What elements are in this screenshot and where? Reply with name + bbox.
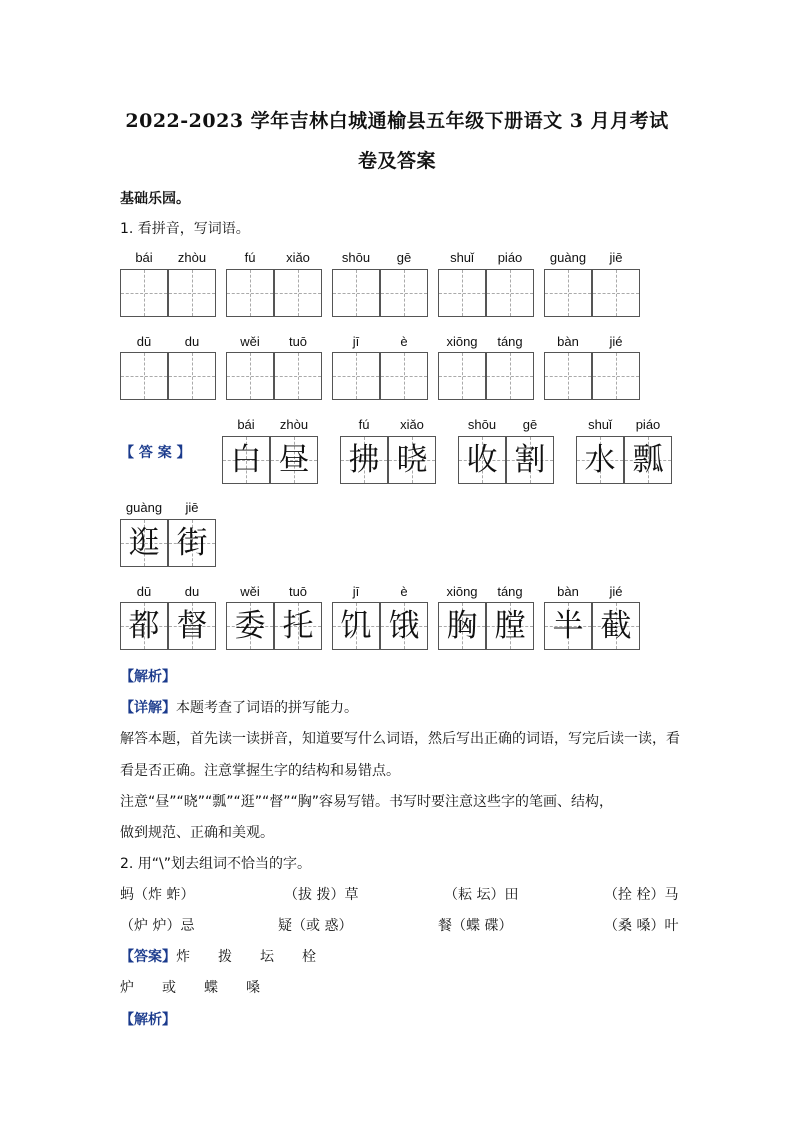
blank-cell[interactable] xyxy=(592,269,640,317)
pinyin-label: guàng xyxy=(125,500,163,515)
answer-character: 截 xyxy=(600,608,632,644)
pinyin-label: gē xyxy=(396,250,412,265)
pinyin-label: bàn xyxy=(557,334,579,349)
blank-cell[interactable] xyxy=(332,269,380,317)
q2-item: （桑 嗓）叶 xyxy=(604,918,679,934)
detail-text: 本题考查了词语的拼写能力。 xyxy=(176,700,358,716)
answer-cell xyxy=(226,602,274,650)
pinyin-label: jī xyxy=(352,334,360,349)
explanation-line: 做到规范、正确和美观。 xyxy=(120,825,274,841)
answer-character: 白 xyxy=(230,442,262,478)
analysis-label: 【解析】 xyxy=(120,669,176,685)
answer-cell xyxy=(458,436,506,484)
answer-cell xyxy=(388,436,436,484)
answer-character: 晓 xyxy=(396,442,428,478)
answer-cell xyxy=(340,436,388,484)
blank-cell[interactable] xyxy=(168,352,216,400)
page-title-line2: 卷及答案 xyxy=(357,150,436,172)
answer-cell xyxy=(486,602,534,650)
answer-character: 膛 xyxy=(494,608,526,644)
pinyin-label: fú xyxy=(358,417,370,432)
answer-character: 托 xyxy=(282,608,314,644)
blank-cell[interactable] xyxy=(380,352,428,400)
answer-character: 逛 xyxy=(128,525,160,561)
pinyin-label: jié xyxy=(609,334,623,349)
answer-character: 胸 xyxy=(446,608,478,644)
blank-cell[interactable] xyxy=(486,269,534,317)
question-2-prompt: 2. 用“\”划去组词不恰当的字。 xyxy=(120,856,312,872)
q2-item: （耘 坛）田 xyxy=(444,887,519,903)
pinyin-label: wěi xyxy=(240,334,260,349)
q2-item: 蚂（炸 蚱） xyxy=(120,887,195,903)
q2-answer: 拨 xyxy=(218,949,232,965)
pinyin-label: xiōng xyxy=(446,584,478,599)
pinyin-label: tuō xyxy=(288,334,308,349)
answer-character: 昼 xyxy=(278,442,310,478)
pinyin-label: shuǐ xyxy=(588,417,612,432)
pinyin-label: fú xyxy=(244,250,256,265)
question-1-prompt: 1. 看拼音，写词语。 xyxy=(120,221,250,237)
pinyin-label: dū xyxy=(136,334,152,349)
q2-answer: 嗓 xyxy=(246,980,260,996)
answer-character: 街 xyxy=(176,525,208,561)
answer-character: 瓢 xyxy=(632,442,664,478)
explanation-line: 看是否正确。注意掌握生字的结构和易错点。 xyxy=(120,763,400,779)
answer-cell xyxy=(624,436,672,484)
answer-cell xyxy=(120,602,168,650)
answer-cell xyxy=(332,602,380,650)
answer-cell xyxy=(592,602,640,650)
detail-label: 【详解】 xyxy=(120,700,176,716)
blank-cell[interactable] xyxy=(274,269,322,317)
q2-answer: 坛 xyxy=(260,949,274,965)
answer-character: 割 xyxy=(514,442,546,478)
pinyin-label: du xyxy=(184,584,200,599)
q2-answer: 蝶 xyxy=(204,980,218,996)
answer-cell xyxy=(544,602,592,650)
pinyin-label: wěi xyxy=(240,584,260,599)
answer-character: 督 xyxy=(176,608,208,644)
pinyin-label: guàng xyxy=(549,250,587,265)
q2-answer: 炉 xyxy=(120,980,134,996)
q2-item: （炉 炉）忌 xyxy=(120,918,195,934)
blank-cell[interactable] xyxy=(168,269,216,317)
page-title: 2022-2023 学年吉林白城通榆县五年级下册语文 3 月月考试 xyxy=(125,110,669,132)
answer-character: 饥 xyxy=(340,608,372,644)
pinyin-label: zhòu xyxy=(279,417,309,432)
answer-cell xyxy=(438,602,486,650)
pinyin-label: dū xyxy=(136,584,152,599)
answer-label: 【 答 案 】 xyxy=(120,445,191,461)
pinyin-label: shuǐ xyxy=(450,250,474,265)
answer-character: 都 xyxy=(128,608,160,644)
pinyin-label: tuō xyxy=(288,584,308,599)
q2-answer: 或 xyxy=(162,980,176,996)
blank-cell[interactable] xyxy=(120,352,168,400)
pinyin-label: bàn xyxy=(557,584,579,599)
answer-character: 半 xyxy=(552,608,584,644)
pinyin-label: piáo xyxy=(497,250,523,265)
answer-cell xyxy=(168,602,216,650)
pinyin-label: jié xyxy=(609,584,623,599)
q2-analysis-label: 【解析】 xyxy=(120,1012,176,1028)
q2-item: （拔 拨）草 xyxy=(284,887,359,903)
pinyin-label: shōu xyxy=(467,417,497,432)
pinyin-label: xiǎo xyxy=(400,417,424,432)
pinyin-label: gē xyxy=(522,417,538,432)
blank-cell[interactable] xyxy=(486,352,534,400)
q2-answer: 栓 xyxy=(302,949,316,965)
blank-cell[interactable] xyxy=(592,352,640,400)
answer-cell xyxy=(270,436,318,484)
answer-character: 委 xyxy=(234,608,266,644)
pinyin-label: è xyxy=(400,334,408,349)
pinyin-label: piáo xyxy=(635,417,661,432)
pinyin-label: jiē xyxy=(185,500,199,515)
blank-cell[interactable] xyxy=(332,352,380,400)
q2-item: 疑（或 惑） xyxy=(278,918,353,934)
pinyin-label: è xyxy=(400,584,408,599)
pinyin-label: xiōng xyxy=(446,334,478,349)
q2-answer-label: 【答案】 xyxy=(120,949,176,965)
answer-cell xyxy=(380,602,428,650)
pinyin-label: shōu xyxy=(341,250,371,265)
q2-answer: 炸 xyxy=(176,949,190,965)
pinyin-label: táng xyxy=(497,584,523,599)
answer-character: 拂 xyxy=(348,442,380,478)
pinyin-label: bái xyxy=(237,417,255,432)
pinyin-label: zhòu xyxy=(177,250,207,265)
blank-cell[interactable] xyxy=(226,269,274,317)
explanation-line: 解答本题，首先读一读拼音，知道要写什么词语，然后写出正确的词语，写完后读一读，看 xyxy=(120,731,680,747)
pinyin-label: táng xyxy=(497,334,523,349)
pinyin-label: bái xyxy=(135,250,153,265)
blank-cell[interactable] xyxy=(544,352,592,400)
pinyin-label: jiē xyxy=(609,250,623,265)
explanation-line: 注意“昼”“晓”“瓢”“逛”“督”“胸”容易写错。书写时要注意这些字的笔画、结构， xyxy=(120,794,614,810)
answer-cell xyxy=(506,436,554,484)
answer-character: 收 xyxy=(466,442,498,478)
q2-item: （拴 栓）马 xyxy=(604,887,679,903)
blank-cell[interactable] xyxy=(226,352,274,400)
answer-character: 水 xyxy=(584,442,616,478)
pinyin-label: xiǎo xyxy=(286,250,310,265)
blank-cell[interactable] xyxy=(120,269,168,317)
answer-cell xyxy=(576,436,624,484)
answer-character: 饿 xyxy=(388,608,420,644)
blank-cell[interactable] xyxy=(544,269,592,317)
answer-cell xyxy=(274,602,322,650)
pinyin-label: du xyxy=(184,334,200,349)
section-heading: 基础乐园。 xyxy=(120,191,190,207)
blank-cell[interactable] xyxy=(438,269,486,317)
blank-cell[interactable] xyxy=(438,352,486,400)
q2-item: 餐（蝶 碟） xyxy=(438,918,513,934)
answer-cell xyxy=(120,519,168,567)
answer-cell xyxy=(222,436,270,484)
blank-cell[interactable] xyxy=(380,269,428,317)
answer-cell xyxy=(168,519,216,567)
blank-cell[interactable] xyxy=(274,352,322,400)
pinyin-label: jī xyxy=(352,584,360,599)
